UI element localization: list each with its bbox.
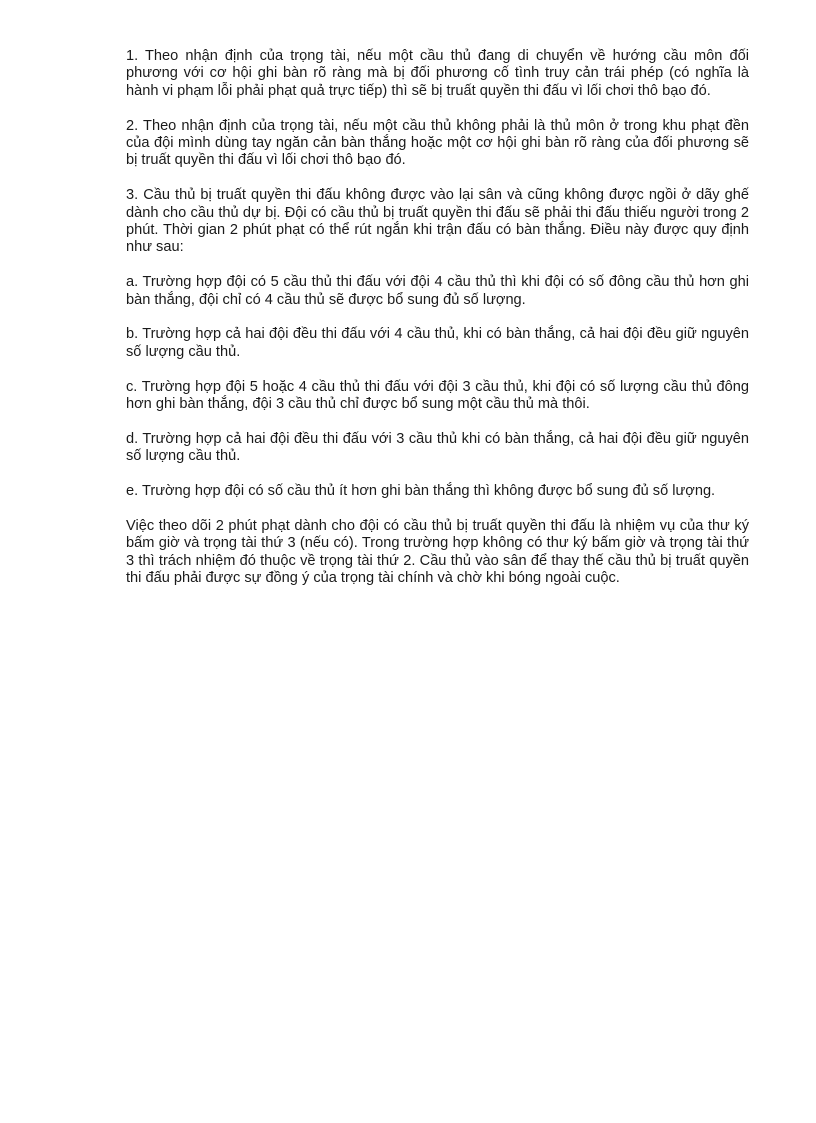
paragraph-item-d: d. Trường hợp cả hai đội đều thi đấu với 3 cầu thủ khi có bàn thắng, cả hai đội đều giữ nguyên số lượng cầu thủ. [126,430,749,465]
paragraph-closing: Việc theo dõi 2 phút phạt dành cho đội có cầu thủ bị truất quyền thi đấu là nhiệm vụ của thư ký bấm giờ và trọng tài thứ 3 (nếu có). Trong trường hợp không có thư ký bấm giờ và trọng tài thứ 3 thì trách nhiệm đó thuộc về trọng tài thứ 2. Cầu thủ vào sân để thay thế cầu thủ bị truất quyền thi đấu phải được sự đồng ý của trọng tài chính và chờ khi bóng ngoài cuộc. [126,517,749,587]
document-page [126,48,749,605]
paragraph-3: 3. Cầu thủ bị truất quyền thi đấu không được vào lại sân và cũng không được ngồi ở dãy ghế dành cho cầu thủ dự bị. Đội có cầu thủ bị truất quyền thi đấu sẽ phải thi đấu thiếu người trong 2 phút. Thời gian 2 phút phạt có thể rút ngắn khi trận đấu có bàn thắng. Điều này được quy định như sau: [126,187,749,256]
paragraph-item-a: a. Trường hợp đội có 5 cầu thủ thi đấu với đội 4 cầu thủ thì khi đội có số đông cầu thủ hơn ghi bàn thắng, đội chỉ có 4 cầu thủ sẽ được bổ sung đủ số lượng. [126,274,749,308]
paragraph-2: 2. Theo nhận định của trọng tài, nếu một cầu thủ không phải là thủ môn ở trong khu phạt đền của đội mình dùng tay ngăn cản bàn thắng hoặc một cơ hội ghi bàn rõ ràng của đối phương sẽ bị truất quyền thi đấu vì lối chơi thô bạo đó. [126,117,749,169]
paragraph-item-e: e. Trường hợp đội có số cầu thủ ít hơn ghi bàn thắng thì không được bổ sung đủ số lượng. [126,483,716,500]
paragraph-item-c: c. Trường hợp đội 5 hoặc 4 cầu thủ thi đấu với đội 3 cầu thủ, khi đội có số lượng cầu thủ đông hơn ghi bàn thắng, đội 3 cầu thủ chỉ được bổ sung một cầu thủ mà thôi. [126,378,749,413]
paragraph-1: 1. Theo nhận định của trọng tài, nếu một cầu thủ đang di chuyển về hướng cầu môn đối phương với cơ hội ghi bàn rõ ràng mà bị đối phương cố tình truy cản trái phép (có nghĩa là hành vi phạm lỗi phải phạt quả trực tiếp) thì sẽ bị truất quyền thi đấu vì lối chơi thô bạo đó. [126,48,749,99]
paragraph-item-b: b. Trường hợp cả hai đội đều thi đấu với 4 cầu thủ, khi có bàn thắng, cả hai đội đều giữ nguyên số lượng cầu thủ. [126,326,749,360]
